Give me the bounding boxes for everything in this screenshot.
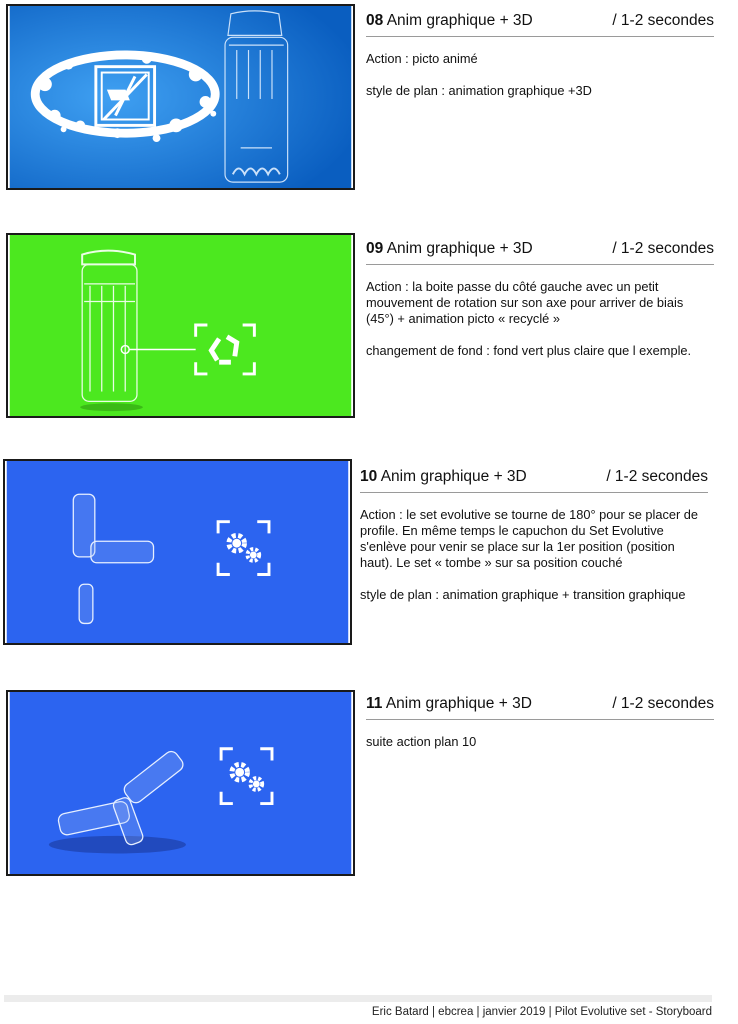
footer-credits: Eric Batard | ebcrea | janvier 2019 | Pilot Evolutive set - Storyboard (371, 1006, 712, 1018)
action-text: Action : la boite passe du côté gauche avec un petit mouvement de rotation sur son axe pour arriver de biais (45°) + animation picto « recyclé » (366, 279, 684, 326)
scene-duration: / 1-2 secondes (612, 12, 714, 29)
scene-09-info (366, 240, 714, 375)
action-text: Action : le set evolutive se tourne de 180° pour se placer de profile. En même temps le capuchon du Set Evolutive s'enlève pour venir se place sur la 1er position (position haut). Le set « tombe » sur sa position couché (360, 507, 699, 570)
scene-10-info (360, 468, 708, 619)
scene-08-description (366, 51, 714, 99)
scene-title: Anim graphique + 3D (385, 695, 532, 712)
footer-divider (4, 995, 712, 1002)
scene-11-frame (6, 690, 355, 876)
scene-11-description (366, 734, 714, 750)
scene-08-illustration (8, 6, 353, 188)
background-change-text: changement de fond : fond vert plus claire que l exemple. (366, 343, 692, 358)
scene-11-info (366, 695, 714, 766)
scene-10-frame (3, 459, 352, 645)
shot-style-text: style de plan : animation graphique + transition graphique (360, 587, 686, 602)
shot-style-text: style de plan : animation graphique +3D (366, 83, 592, 98)
action-text: suite action plan 10 (366, 734, 477, 749)
scene-number: 10 (360, 468, 378, 485)
scene-08-info (366, 12, 714, 115)
scene-08-frame (6, 4, 355, 190)
scene-10-illustration (5, 461, 350, 643)
action-text: Action : picto animé (366, 51, 478, 66)
scene-number: 11 (366, 695, 383, 712)
scene-11-heading (366, 695, 714, 720)
scene-09-heading (366, 240, 714, 265)
scene-10-heading (360, 468, 708, 493)
scene-duration: / 1-2 secondes (612, 240, 714, 257)
scene-number: 09 (366, 240, 384, 257)
scene-11-illustration (8, 692, 353, 874)
scene-08-heading (366, 12, 714, 37)
scene-duration: / 1-2 secondes (606, 468, 708, 485)
scene-09-description (366, 279, 714, 359)
scene-title: Anim graphique + 3D (386, 240, 533, 257)
scene-09-frame (6, 233, 355, 418)
scene-duration: / 1-2 secondes (612, 695, 714, 712)
scene-09-illustration (8, 235, 353, 416)
scene-10-description (360, 507, 708, 603)
scene-number: 08 (366, 12, 384, 29)
scene-title: Anim graphique + 3D (380, 468, 527, 485)
scene-title: Anim graphique + 3D (386, 12, 533, 29)
